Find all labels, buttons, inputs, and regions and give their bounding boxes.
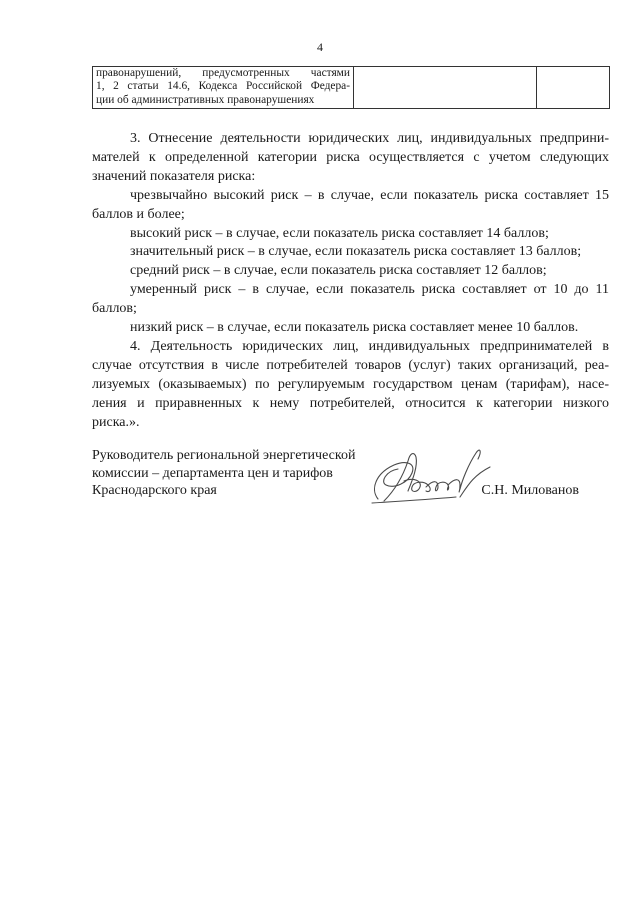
text-line: умеренный риск – в случае, если показатель риска составляет от 10 до 11 [130,282,609,298]
text-line: чрезвычайно высокий риск – в случае, если показатель риска составляет 15 [130,187,609,203]
page-number: 4 [317,40,323,54]
table-cell-empty [354,67,537,109]
signature-block [92,447,609,507]
handwritten-signature [364,441,504,511]
table-cell-line: правонарушений, предусмотренных частями [96,67,350,79]
text-line: комиссии – департамента цен и тарифов [92,465,333,481]
table-cell-line: 1, 2 статьи 14.6, Кодекса Российской Федера- [96,80,350,93]
table-row [93,67,610,109]
risk-significant: значительный риск – в случае, если показатель риска составляет 13 баллов; [130,244,582,260]
text-line: 4. Деятельность юридических лиц, индивидуальных предпринимателей в [130,338,609,354]
text-line: баллов и более; [92,206,185,222]
table-cell-empty [537,67,610,109]
body-text [92,130,609,433]
text-line: случае отсутствия в числе потребителей товаров (услуг) таких организаций, реа- [92,357,609,373]
paragraph-3 [92,130,609,187]
continued-table [92,66,610,109]
signatory-name: С.Н. Милованов [481,483,579,498]
risk-moderate [92,281,609,319]
table-cell-line: ции об административных правонарушениях [96,93,315,106]
paragraph-4 [92,338,609,433]
text-line: значений показателя риска: [92,168,256,184]
risk-extreme [92,187,609,225]
text-line: Руководитель региональной энергетической [92,448,356,463]
risk-medium: средний риск – в случае, если показатель риска составляет 12 баллов; [130,263,547,279]
text-line: 3. Отнесение деятельности юридических лиц, индивидуальных предприни- [130,131,609,146]
risk-high: высокий риск – в случае, если показатель риска составляет 14 баллов; [130,225,549,241]
text-line: мателей к определенной категории риска осуществляется с учетом следующих [92,149,609,165]
text-line: риска.». [92,414,140,430]
text-line: лизуемых (оказываемых) по регулируемым государством ценам (тарифам), насе- [92,376,609,392]
risk-low: низкий риск – в случае, если показатель риска составляет менее 10 баллов. [130,320,579,336]
table-cell-description [93,67,354,109]
text-line: Краснодарского края [92,483,217,498]
text-line: ления и приравненных к нему потребителей, относится к категории низкого [92,395,609,411]
text-line: баллов; [92,301,137,317]
